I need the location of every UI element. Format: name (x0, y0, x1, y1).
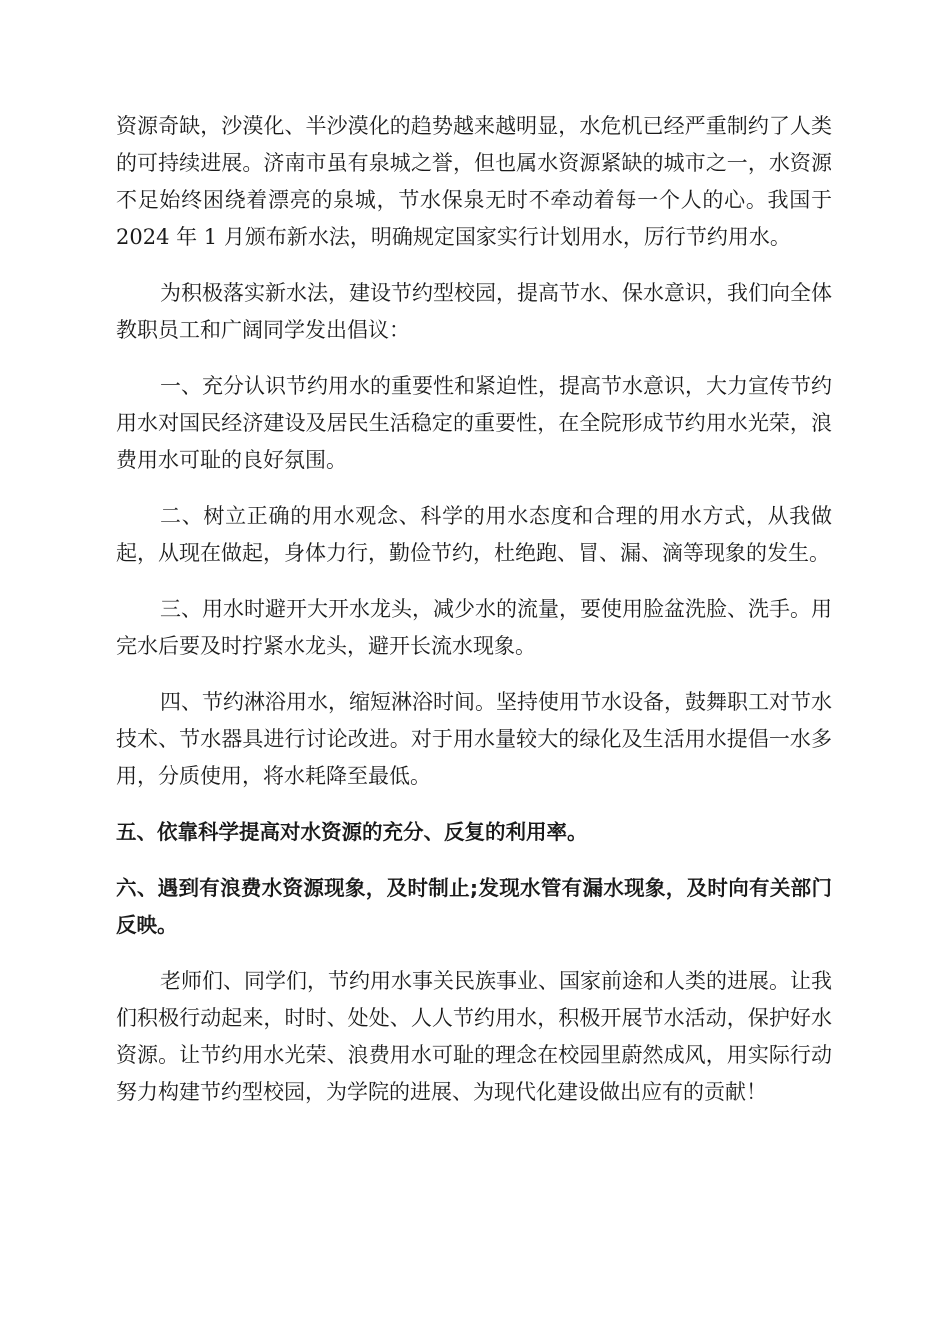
paragraph-item-4: 四、节约淋浴用水，缩短淋浴时间。坚持使用节水设备，鼓舞职工对节水技术、节水器具进行讨论改进。对于用水量较大的绿化及生活用水提倡一水多用，分质使用，将水耗降至最低。 (116, 690, 832, 788)
paragraph-item-1: 一、充分认识节约用水的重要性和紧迫性，提高节水意识，大力宣传节约用水对国民经济建设及居民生活稳定的重要性，在全院形成节约用水光荣，浪费用水可耻的良好氛围。 (116, 374, 832, 472)
paragraph-item-2: 二、树立正确的用水观念、科学的用水态度和合理的用水方式，从我做起，从现在做起，身体力行，勤俭节约，杜绝跑、冒、漏、滴等现象的发生。 (116, 504, 832, 565)
paragraph-closing: 老师们、同学们，节约用水事关民族事业、国家前途和人类的进展。让我们积极行动起来，时时、处处、人人节约用水，积极开展节水活动，保护好水资源。让节约用水光荣、浪费用水可耻的理念在校园里蔚然成风，用实际行动努力构建节约型校园，为学院的进展、为现代化建设做出应有的贡献！ (116, 969, 832, 1104)
paragraph-item-3: 三、用水时避开大开水龙头，减少水的流量，要使用脸盆洗脸、洗手。用完水后要及时拧紧水龙头，避开长流水现象。 (116, 597, 832, 658)
document-body (116, 108, 832, 1130)
paragraph-item-6: 六、遇到有浪费水资源现象，及时制止;发现水管有漏水现象，及时向有关部门反映。 (116, 876, 832, 937)
paragraph-item-5: 五、依靠科学提高对水资源的充分、反复的利用率。 (116, 820, 588, 844)
paragraph-initiative: 为积极落实新水法，建设节约型校园，提高节水、保水意识，我们向全体教职员工和广阔同学发出倡议： (116, 281, 832, 342)
paragraph-intro: 资源奇缺，沙漠化、半沙漠化的趋势越来越明显，水危机已经严重制约了人类的可持续进展。济南市虽有泉城之誉，但也属水资源紧缺的城市之一，水资源不足始终困绕着漂亮的泉城，节水保泉无时不牵动着每一个人的心。我国于 2024 年 1 月颁布新水法，明确规定国家实行计划用水，厉行节约用水。 (116, 114, 832, 249)
